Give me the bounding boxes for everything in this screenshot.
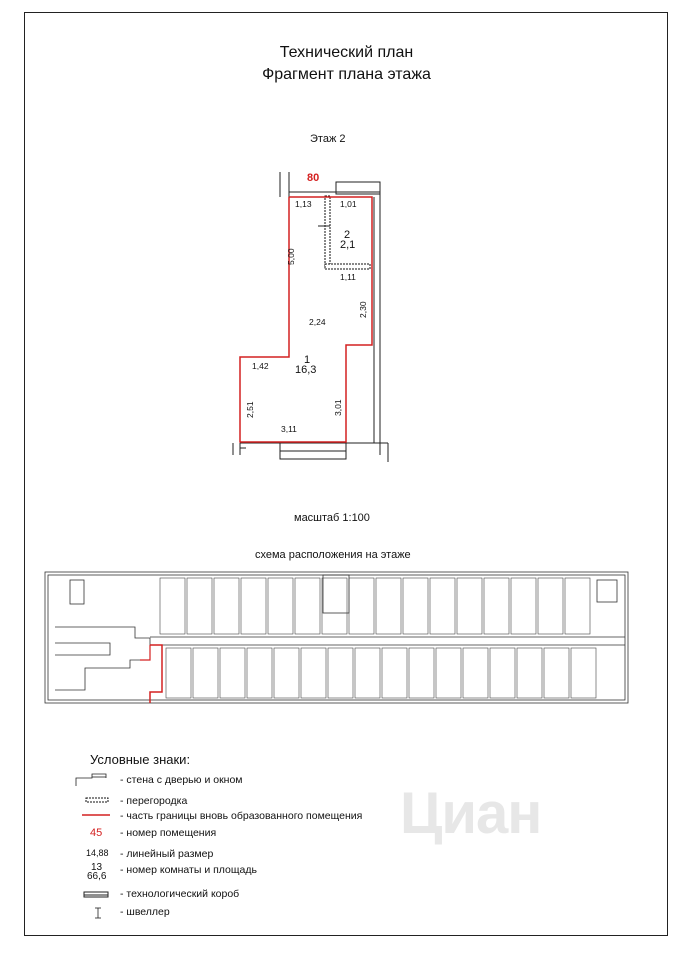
legend-title: Условные знаки:: [90, 752, 191, 767]
title-line-1: Технический план: [279, 44, 414, 61]
dim-2-24: 2,24: [309, 317, 326, 327]
dim-1-13: 1,13: [295, 199, 312, 209]
legend-item-room-area: - номер комнаты и площадь: [120, 864, 257, 876]
legend-item-linear-dimension: - линейный размер: [120, 848, 214, 860]
dim-2-30: 2,30: [358, 301, 368, 318]
room-2-area: 2,1: [340, 239, 356, 251]
legend-item-wall: - стена с дверью и окном: [120, 774, 243, 786]
dim-1-01: 1,01: [340, 199, 357, 209]
legend-item-partition: - перегородка: [120, 795, 188, 807]
title-line-2: Фрагмент плана этажа: [262, 66, 431, 83]
dim-3-01: 3,01: [333, 399, 343, 416]
floor-label: Этаж 2: [310, 133, 346, 145]
dim-5-00: 5,00: [286, 248, 296, 265]
dim-3-11: 3,11: [281, 424, 297, 434]
room-1-number: 1: [304, 354, 311, 366]
scale-label: масштаб 1:100: [294, 512, 370, 524]
legend-sample-room-number: 45: [90, 827, 103, 839]
legend-item-duct: - технологический короб: [120, 888, 240, 900]
watermark-logo: Циан: [400, 781, 542, 846]
legend-item-boundary: - часть границы вновь образованного помещения: [120, 810, 363, 822]
overview-label: схема расположения на этаже: [255, 549, 411, 561]
dim-1-42: 1,42: [252, 361, 269, 371]
room-2-number: 2: [344, 229, 351, 241]
room-number: 80: [307, 172, 320, 184]
legend-sample-room-no: 13: [91, 862, 103, 873]
legend-item-room-number: - номер помещения: [120, 827, 217, 839]
legend-item-channel: - швеллер: [120, 906, 170, 918]
dim-1-11: 1,11: [340, 272, 356, 282]
room-1-area: 16,3: [295, 364, 317, 376]
dim-2-51: 2,51: [245, 401, 255, 418]
legend-sample-room-area: 66,6: [87, 871, 107, 882]
legend-sample-dimension: 14,88: [86, 848, 109, 858]
